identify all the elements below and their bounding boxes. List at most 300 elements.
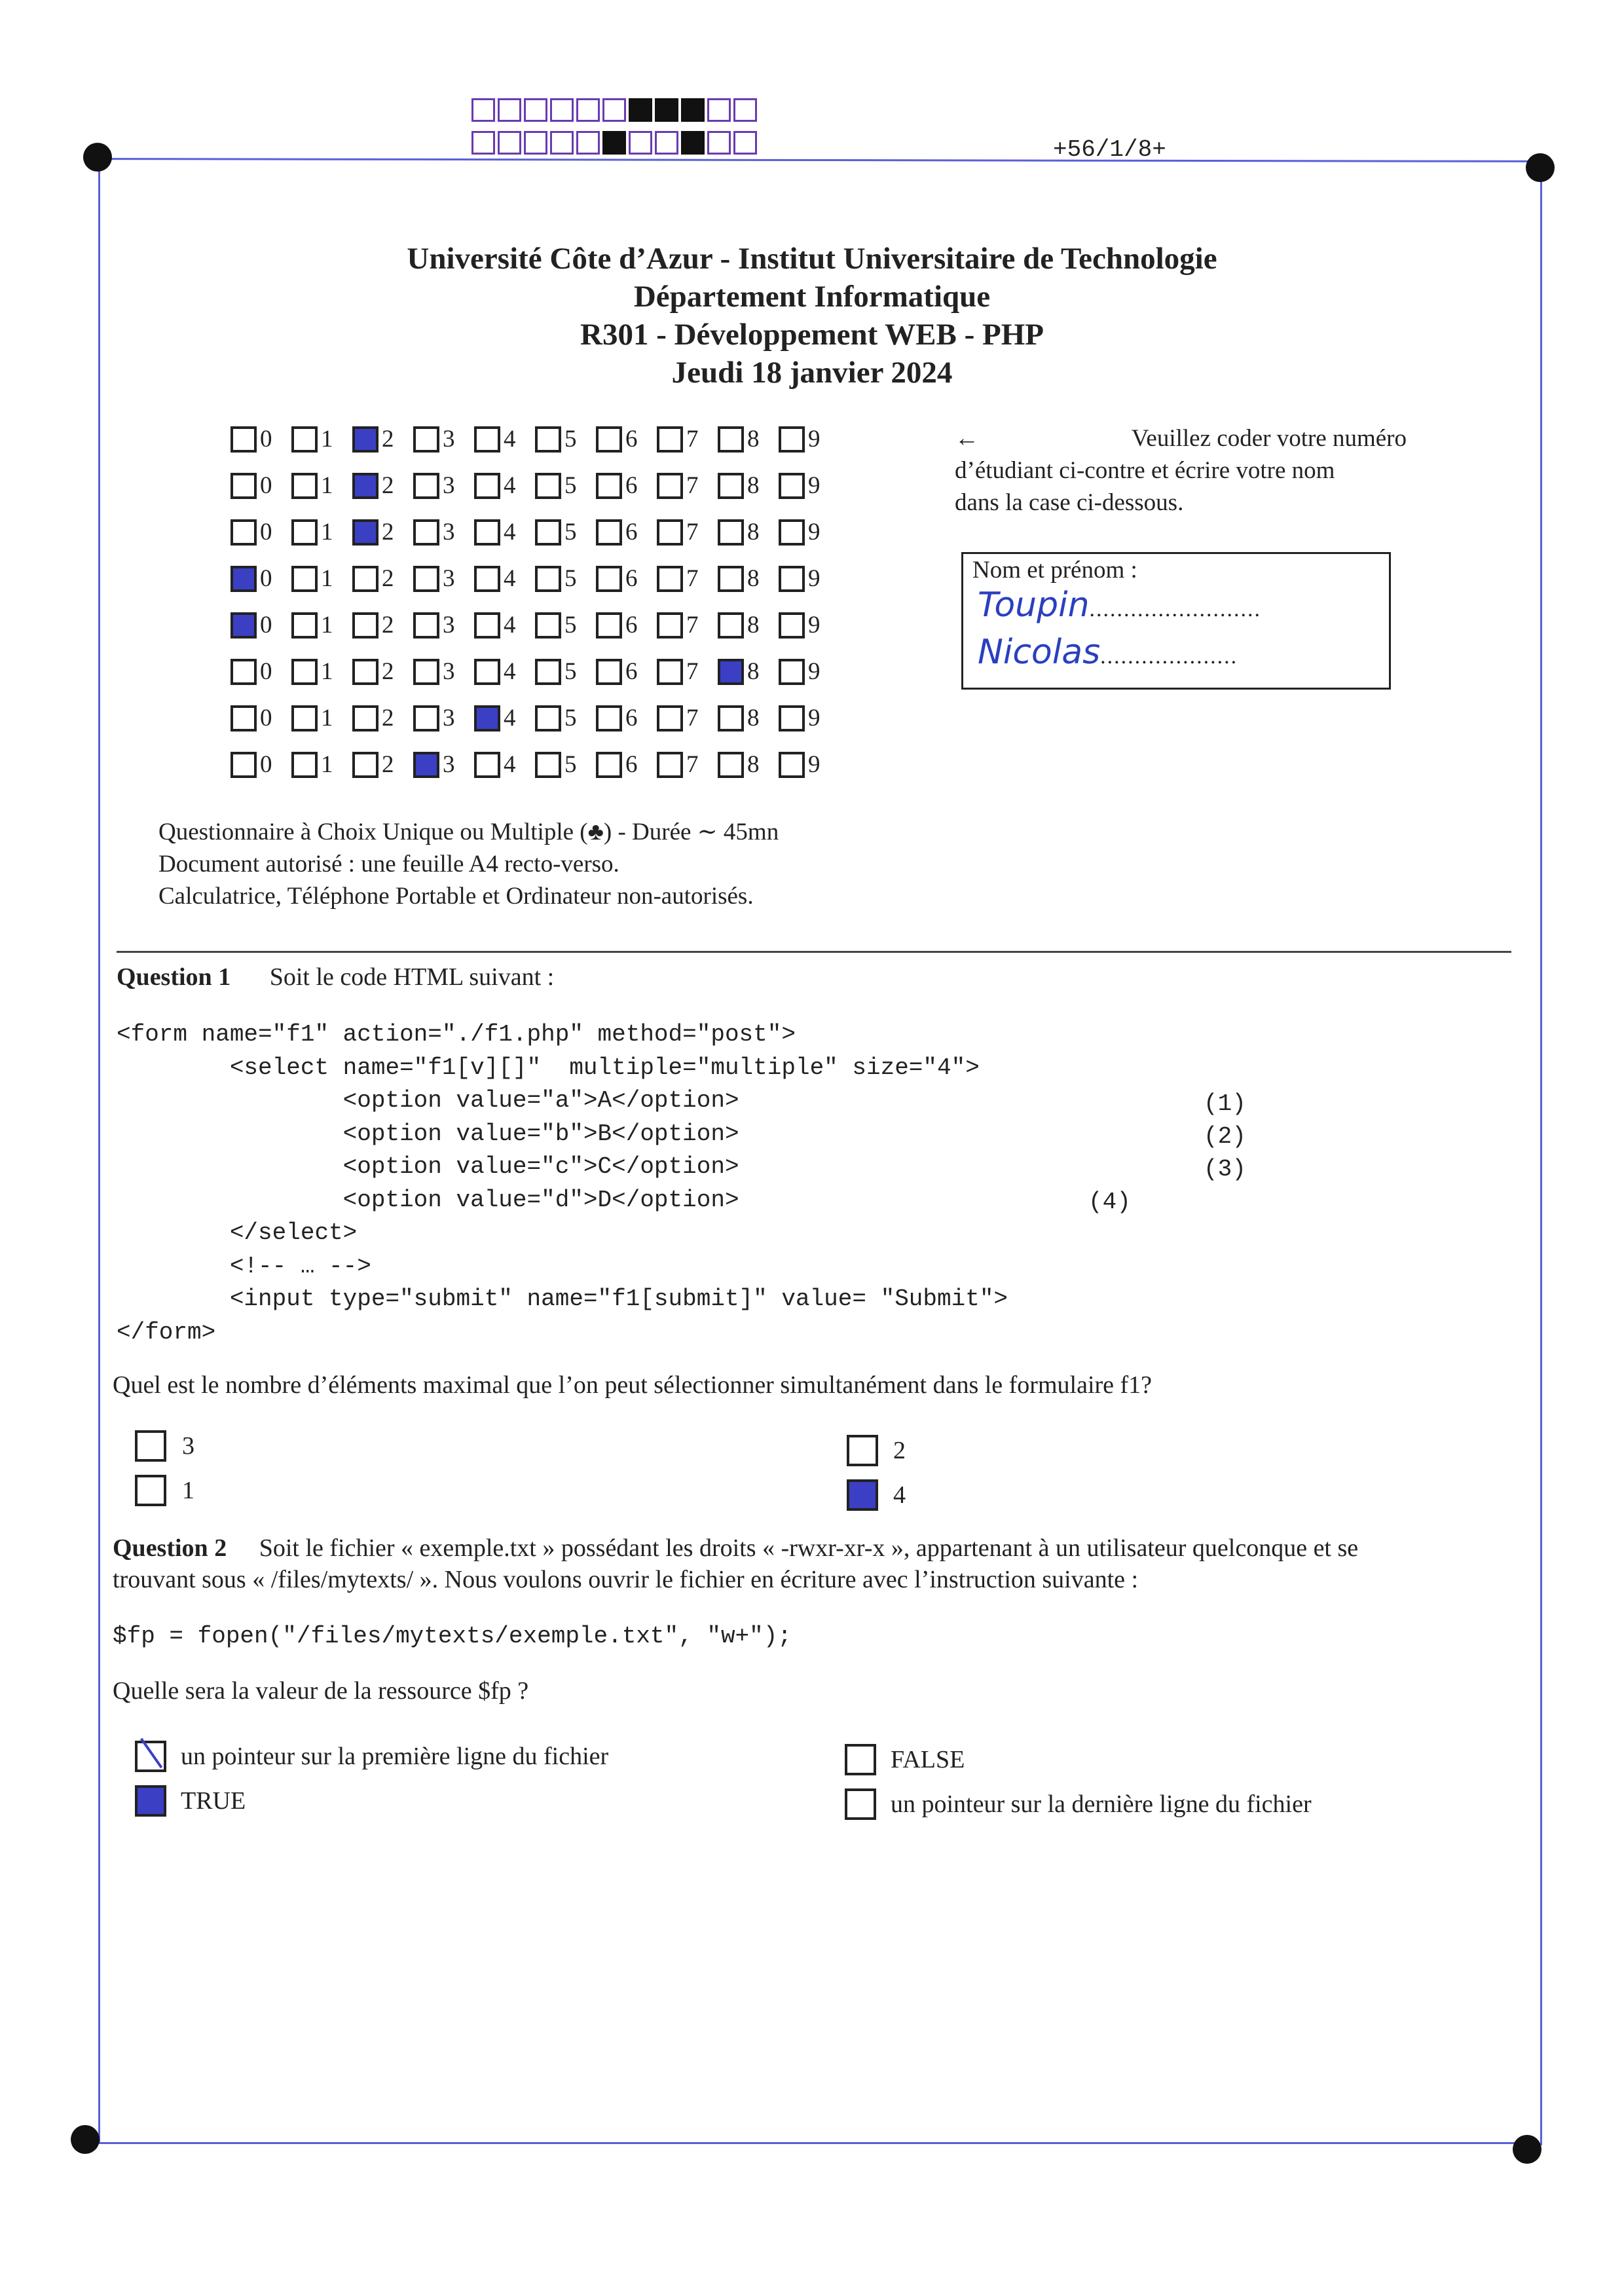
digit-label: 8 [747, 565, 760, 592]
digit-label: 4 [504, 751, 516, 778]
digit-label: 1 [321, 751, 333, 778]
digit-checkbox[interactable] [291, 705, 318, 731]
digit-label: 5 [564, 565, 577, 592]
student-grid-row [231, 695, 840, 741]
student-grid-cell [657, 750, 718, 779]
question-1-text: Quel est le nombre d’éléments maximal que l’on peut sélectionner simultanément dans le formulaire f1? [113, 1371, 1153, 1399]
digit-checkbox[interactable] [779, 659, 805, 685]
digit-label: 6 [625, 751, 638, 778]
digit-checkbox[interactable] [413, 566, 439, 592]
digit-label: 1 [321, 472, 333, 499]
student-grid-cell [779, 611, 840, 639]
digit-checkbox[interactable] [596, 473, 622, 499]
student-grid-cell [718, 704, 779, 732]
digit-label: 8 [747, 658, 760, 685]
digit-label: 4 [504, 612, 516, 639]
digit-checkbox[interactable] [474, 659, 500, 685]
question-1-intro: Soit le code HTML suivant : [269, 963, 555, 991]
digit-label: 5 [564, 705, 577, 731]
digit-checkbox[interactable] [352, 519, 378, 546]
student-grid-cell [352, 704, 413, 732]
code-line: <option value="d">D</option> [117, 1186, 739, 1213]
q1-answer-1-label: 1 [182, 1477, 194, 1504]
code-line: </form> [117, 1318, 216, 1346]
digit-label: 6 [625, 519, 638, 546]
digit-label: 9 [808, 658, 821, 685]
q2-answer-true-label: TRUE [181, 1787, 246, 1815]
digit-checkbox[interactable] [291, 612, 318, 639]
student-grid-cell [596, 565, 657, 593]
digit-checkbox[interactable] [718, 473, 744, 499]
digit-checkbox[interactable] [718, 519, 744, 546]
q1-answer-3-checkbox[interactable] [135, 1430, 166, 1462]
digit-label: 8 [747, 519, 760, 546]
line-ref-4: (4) [1088, 1189, 1131, 1215]
digit-label: 8 [747, 751, 760, 778]
code-line: <select name="f1[v][]" multiple="multiple" size="4"> [117, 1054, 980, 1081]
arrow-left-icon: ← [955, 425, 979, 452]
digit-checkbox[interactable] [596, 519, 622, 546]
digit-checkbox[interactable] [535, 426, 561, 453]
digit-label: 0 [260, 612, 272, 639]
digit-checkbox[interactable] [474, 566, 500, 592]
digit-label: 0 [260, 705, 272, 731]
digit-label: 0 [260, 519, 272, 546]
digit-checkbox[interactable] [413, 519, 439, 546]
digit-checkbox[interactable] [352, 426, 378, 453]
digit-checkbox[interactable] [352, 566, 378, 592]
frame-left [98, 159, 100, 2143]
digit-checkbox[interactable] [779, 473, 805, 499]
digit-checkbox[interactable] [718, 426, 744, 453]
digit-label: 7 [686, 658, 699, 685]
student-grid-row [231, 509, 840, 555]
q2-answer-first-line-label: un pointeur sur la première ligne du fichier [181, 1743, 609, 1770]
digit-checkbox[interactable] [352, 473, 378, 499]
barcode-cell [550, 131, 574, 155]
digit-checkbox[interactable] [779, 519, 805, 546]
exam-info [158, 816, 779, 912]
digit-label: 1 [321, 519, 333, 546]
student-grid-cell [413, 657, 474, 686]
last-name-line [978, 585, 1384, 625]
barcode-row [471, 131, 760, 155]
student-grid-cell [535, 565, 596, 593]
digit-checkbox[interactable] [596, 705, 622, 731]
student-grid-cell [657, 425, 718, 453]
student-grid-cell [596, 611, 657, 639]
digit-label: 5 [564, 426, 577, 453]
instructions-text-1: Veuillez coder votre numéro [1131, 425, 1407, 452]
digit-checkbox[interactable] [596, 612, 622, 639]
student-grid-cell [291, 472, 352, 500]
digit-checkbox[interactable] [291, 426, 318, 453]
digit-label: 2 [382, 426, 394, 453]
student-grid-cell [779, 518, 840, 546]
digit-checkbox[interactable] [657, 659, 683, 685]
student-grid-cell [718, 565, 779, 593]
corner-marker-bottom-left [71, 2125, 100, 2154]
digit-checkbox[interactable] [352, 705, 378, 731]
student-grid-cell [657, 518, 718, 546]
digit-label: 3 [443, 612, 455, 639]
barcode-cell [576, 131, 600, 155]
student-grid-cell [596, 472, 657, 500]
digit-label: 0 [260, 751, 272, 778]
student-grid-cell [231, 472, 291, 500]
question-2-intro-2: trouvant sous « /files/mytexts/ ». Nous voulons ouvrir le fichier en écriture avec l’instruction suivante : [113, 1566, 1139, 1593]
student-grid-cell [352, 657, 413, 686]
barcode-row [471, 98, 760, 122]
digit-checkbox[interactable] [779, 566, 805, 592]
digit-label: 2 [382, 612, 394, 639]
question-2-header [113, 1532, 1527, 1595]
digit-label: 0 [260, 565, 272, 592]
student-grid-cell [779, 425, 840, 453]
barcode-cell [576, 98, 600, 122]
first-name-handwritten: Nicolas [978, 633, 1101, 672]
digit-label: 7 [686, 751, 699, 778]
first-name-line [978, 633, 1384, 672]
digit-checkbox[interactable] [413, 473, 439, 499]
student-grid-row [231, 648, 840, 695]
barcode-cell [655, 98, 678, 122]
digit-checkbox[interactable] [718, 752, 744, 778]
digit-checkbox[interactable] [291, 473, 318, 499]
digit-label: 3 [443, 519, 455, 546]
question-2-code: $fp = fopen("/files/mytexts/exemple.txt", "w+"); [113, 1623, 792, 1650]
line-ref-2: (2) [1204, 1123, 1246, 1150]
q2-answer-last-line-label: un pointeur sur la dernière ligne du fichier [891, 1790, 1312, 1818]
student-grid-cell [413, 611, 474, 639]
student-grid-cell [779, 750, 840, 779]
digit-label: 3 [443, 751, 455, 778]
student-grid-cell [657, 704, 718, 732]
student-grid-row [231, 741, 840, 788]
digit-checkbox[interactable] [535, 659, 561, 685]
student-grid-cell [779, 704, 840, 732]
student-grid-cell [535, 611, 596, 639]
digit-label: 7 [686, 705, 699, 731]
digit-label: 8 [747, 426, 760, 453]
student-grid-cell [474, 472, 535, 500]
student-grid-cell [352, 611, 413, 639]
digit-label: 2 [382, 565, 394, 592]
frame-top [98, 158, 1539, 162]
student-grid-cell [291, 657, 352, 686]
barcode-cell [681, 98, 705, 122]
student-grid-cell [718, 472, 779, 500]
q2-answer-false-checkbox[interactable] [845, 1744, 876, 1775]
digit-label: 4 [504, 519, 516, 546]
code-line: <input type="submit" name="f1[submit]" value= "Submit"> [117, 1286, 1008, 1312]
code-line: <form name="f1" action="./f1.php" method="post"> [117, 1021, 796, 1048]
frame-bottom [85, 2142, 1526, 2144]
digit-label: 4 [504, 426, 516, 453]
digit-checkbox[interactable] [657, 705, 683, 731]
digit-checkbox[interactable] [596, 752, 622, 778]
digit-checkbox[interactable] [413, 426, 439, 453]
digit-label: 5 [564, 751, 577, 778]
student-grid-cell [474, 518, 535, 546]
student-grid-cell [352, 565, 413, 593]
q1-answer-3-label: 3 [182, 1432, 194, 1460]
digit-label: 1 [321, 565, 333, 592]
question-1-label: Question 1 [117, 963, 231, 991]
code-line: <option value="a">A</option> [117, 1087, 739, 1114]
corner-marker-bottom-right [1513, 2135, 1541, 2164]
student-grid-cell [231, 518, 291, 546]
digit-checkbox[interactable] [596, 566, 622, 592]
digit-checkbox[interactable] [657, 426, 683, 453]
digit-label: 9 [808, 426, 821, 453]
digit-label: 2 [382, 658, 394, 685]
student-grid-cell [352, 472, 413, 500]
barcode-cell [733, 131, 757, 155]
digit-checkbox[interactable] [657, 612, 683, 639]
q2-answer-first-line-checkbox[interactable] [135, 1741, 166, 1772]
digit-label: 1 [321, 612, 333, 639]
digit-checkbox[interactable] [535, 519, 561, 546]
barcode-cell [498, 98, 521, 122]
digit-checkbox[interactable] [535, 705, 561, 731]
student-grid-cell [596, 425, 657, 453]
digit-checkbox[interactable] [231, 426, 257, 453]
student-grid-cell [718, 750, 779, 779]
student-grid-cell [231, 565, 291, 593]
barcode-cell [471, 98, 495, 122]
student-grid-cell [718, 518, 779, 546]
q2-answer-last-line-checkbox[interactable] [845, 1788, 876, 1820]
student-grid-cell [657, 611, 718, 639]
student-number-grid [231, 416, 840, 788]
digit-label: 9 [808, 519, 821, 546]
digit-checkbox[interactable] [352, 659, 378, 685]
digit-label: 2 [382, 472, 394, 499]
digit-label: 2 [382, 751, 394, 778]
student-grid-cell [231, 425, 291, 453]
student-grid-cell [535, 704, 596, 732]
digit-checkbox[interactable] [231, 612, 257, 639]
digit-checkbox[interactable] [657, 566, 683, 592]
student-grid-cell [474, 611, 535, 639]
digit-checkbox[interactable] [596, 426, 622, 453]
code-line: <!-- … --> [117, 1252, 371, 1280]
digit-checkbox[interactable] [535, 473, 561, 499]
student-grid-row [231, 555, 840, 602]
question-2-label: Question 2 [113, 1534, 227, 1562]
digit-checkbox[interactable] [413, 659, 439, 685]
student-grid-cell [535, 750, 596, 779]
q1-answer-4-checkbox[interactable] [847, 1479, 878, 1511]
question-1-header [117, 963, 554, 991]
digit-checkbox[interactable] [413, 752, 439, 778]
digit-label: 7 [686, 519, 699, 546]
q1-answer-1-checkbox[interactable] [135, 1475, 166, 1506]
exam-info-line-2: Document autorisé : une feuille A4 recto-verso. [158, 851, 619, 878]
exam-date: Jeudi 18 janvier 2024 [671, 356, 953, 390]
line-ref-1: (1) [1204, 1090, 1246, 1117]
digit-label: 7 [686, 426, 699, 453]
digit-checkbox[interactable] [779, 705, 805, 731]
q2-answer-false-label: FALSE [891, 1746, 965, 1773]
page-code: +56/1/8+ [1053, 136, 1166, 163]
q2-answer-true-checkbox[interactable] [135, 1785, 166, 1817]
digit-label: 2 [382, 519, 394, 546]
digit-label: 4 [504, 565, 516, 592]
name-box[interactable] [961, 552, 1391, 690]
digit-label: 1 [321, 426, 333, 453]
instructions [955, 422, 1407, 519]
instructions-line-1 [955, 422, 1407, 454]
barcode-cell [524, 131, 547, 155]
digit-label: 3 [443, 565, 455, 592]
digit-checkbox[interactable] [474, 612, 500, 639]
question-1-code [117, 1018, 1008, 1349]
digit-checkbox[interactable] [474, 752, 500, 778]
code-line: </select> [117, 1219, 358, 1246]
digit-checkbox[interactable] [596, 659, 622, 685]
separator-rule [117, 951, 1511, 953]
barcode-cell [681, 131, 705, 155]
digit-checkbox[interactable] [474, 519, 500, 546]
digit-checkbox[interactable] [535, 752, 561, 778]
digit-checkbox[interactable] [291, 659, 318, 685]
digit-label: 5 [564, 658, 577, 685]
digit-label: 6 [625, 705, 638, 731]
digit-checkbox[interactable] [231, 659, 257, 685]
digit-label: 9 [808, 705, 821, 731]
department-title: Département Informatique [633, 280, 991, 314]
barcode-cell [498, 131, 521, 155]
student-grid-cell [474, 425, 535, 453]
student-grid-cell [718, 425, 779, 453]
barcode-cell [707, 131, 731, 155]
digit-checkbox[interactable] [779, 426, 805, 453]
digit-label: 3 [443, 472, 455, 499]
student-grid-cell [352, 750, 413, 779]
student-grid-cell [779, 472, 840, 500]
digit-checkbox[interactable] [231, 566, 257, 592]
q1-answer-2-label: 2 [893, 1437, 906, 1464]
digit-checkbox[interactable] [718, 659, 744, 685]
student-grid-cell [535, 518, 596, 546]
barcode-cell [733, 98, 757, 122]
digit-label: 0 [260, 472, 272, 499]
student-grid-cell [779, 657, 840, 686]
digit-label: 6 [625, 658, 638, 685]
digit-checkbox[interactable] [352, 612, 378, 639]
digit-label: 8 [747, 612, 760, 639]
student-grid-cell [718, 611, 779, 639]
student-grid-cell [413, 750, 474, 779]
last-name-handwritten: Toupin [978, 585, 1090, 625]
course-title: R301 - Développement WEB - PHP [580, 318, 1044, 352]
digit-checkbox[interactable] [231, 473, 257, 499]
barcode-cell [471, 131, 495, 155]
digit-checkbox[interactable] [474, 426, 500, 453]
code-line: <option value="b">B</option> [117, 1120, 739, 1147]
q1-answer-2-checkbox[interactable] [847, 1435, 878, 1466]
digit-label: 8 [747, 472, 760, 499]
digit-label: 7 [686, 472, 699, 499]
digit-checkbox[interactable] [779, 612, 805, 639]
digit-checkbox[interactable] [657, 473, 683, 499]
digit-label: 6 [625, 472, 638, 499]
digit-label: 9 [808, 565, 821, 592]
digit-checkbox[interactable] [413, 612, 439, 639]
instructions-line-3: dans la case ci-dessous. [955, 489, 1184, 516]
digit-checkbox[interactable] [231, 752, 257, 778]
digit-label: 6 [625, 565, 638, 592]
digit-checkbox[interactable] [657, 519, 683, 546]
student-grid-cell [779, 565, 840, 593]
student-grid-row [231, 462, 840, 509]
dotted-line: .................... [1100, 644, 1238, 669]
corner-marker-top-right [1526, 153, 1555, 182]
student-grid-cell [231, 611, 291, 639]
digit-label: 7 [686, 612, 699, 639]
student-grid-cell [596, 704, 657, 732]
digit-checkbox[interactable] [718, 705, 744, 731]
student-grid-cell [291, 425, 352, 453]
name-box-label: Nom et prénom : [972, 557, 1137, 583]
barcode-cell [602, 98, 626, 122]
student-grid-cell [657, 472, 718, 500]
digit-checkbox[interactable] [291, 519, 318, 546]
student-grid-cell [596, 750, 657, 779]
barcode-cell [655, 131, 678, 155]
digit-label: 4 [504, 658, 516, 685]
student-grid-row [231, 416, 840, 462]
digit-checkbox[interactable] [291, 752, 318, 778]
digit-checkbox[interactable] [413, 705, 439, 731]
digit-label: 0 [260, 426, 272, 453]
digit-checkbox[interactable] [231, 705, 257, 731]
digit-checkbox[interactable] [474, 705, 500, 731]
digit-checkbox[interactable] [291, 566, 318, 592]
digit-label: 1 [321, 705, 333, 731]
digit-label: 0 [260, 658, 272, 685]
barcode-cell [602, 131, 626, 155]
line-ref-3: (3) [1204, 1156, 1246, 1183]
student-grid-cell [474, 565, 535, 593]
student-grid-cell [231, 750, 291, 779]
digit-label: 9 [808, 612, 821, 639]
digit-checkbox[interactable] [352, 752, 378, 778]
student-grid-cell [413, 518, 474, 546]
digit-label: 5 [564, 519, 577, 546]
digit-label: 3 [443, 426, 455, 453]
digit-checkbox[interactable] [657, 752, 683, 778]
digit-checkbox[interactable] [535, 612, 561, 639]
digit-checkbox[interactable] [231, 519, 257, 546]
student-grid-cell [291, 518, 352, 546]
digit-checkbox[interactable] [474, 473, 500, 499]
digit-label: 2 [382, 705, 394, 731]
digit-checkbox[interactable] [718, 612, 744, 639]
digit-checkbox[interactable] [535, 566, 561, 592]
digit-label: 4 [504, 705, 516, 731]
question-2-text: Quelle sera la valeur de la ressource $fp ? [113, 1677, 529, 1705]
digit-label: 8 [747, 705, 760, 731]
student-grid-cell [413, 565, 474, 593]
student-grid-cell [291, 750, 352, 779]
digit-checkbox[interactable] [779, 752, 805, 778]
digit-label: 5 [564, 612, 577, 639]
digit-checkbox[interactable] [718, 566, 744, 592]
student-grid-cell [474, 657, 535, 686]
